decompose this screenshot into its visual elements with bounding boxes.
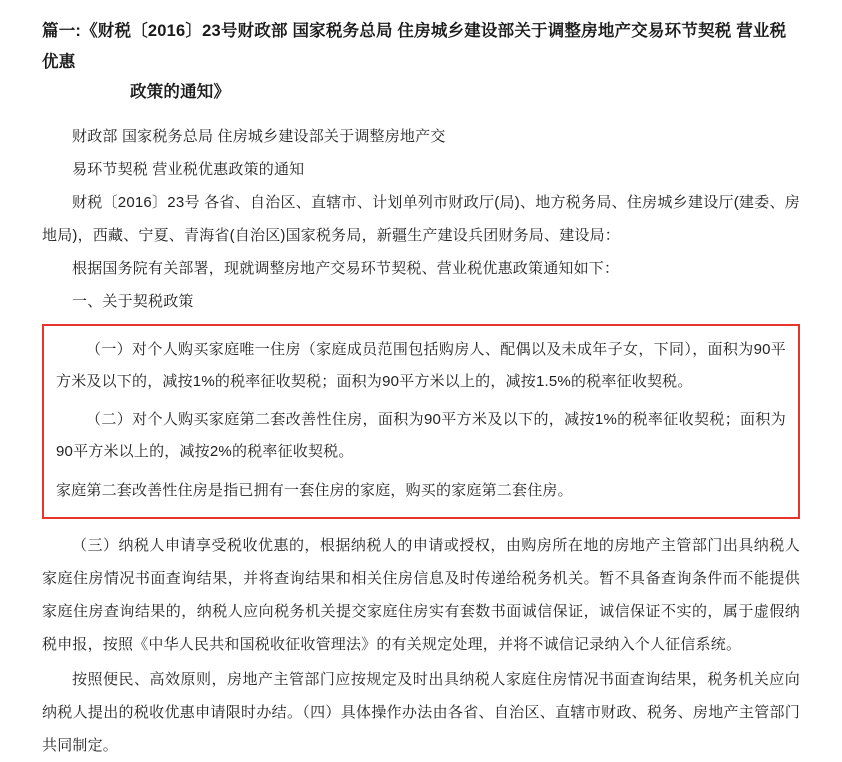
paragraph-clause-three: （三）纳税人申请享受税收优惠的，根据纳税人的申请或授权，由购房所在地的房地产主管部门出具纳税人家庭住房情况书面查询结果，并将查询结果和相关住房信息及时传递给税务机关。暂不具备查询条件而不能提供家庭住房查询结果的，纳税人应向税务机关提交家庭住房实有套数书面诚信保证，诚信保证不实的，属于虚假纳税申报，按照《中华人民共和国税收征收管理法》的有关规定处理，并将不诚信记录纳入个人征信系统。 (42, 536, 800, 653)
remaining-paragraphs (42, 529, 800, 762)
title-body-spacer (42, 108, 800, 120)
document-title (28, 10, 814, 108)
paragraph-clause-four: 按照便民、高效原则，房地产主管部门应按规定及时出具纳税人家庭住房情况书面查询结果，税务机关应向纳税人提出的税收优惠申请限时办结。（四）具体操作办法由各省、自治区、直辖市财政、税务、房地产主管部门共同制定。 (42, 670, 800, 754)
paragraph-clause-one: （一）对个人购买家庭唯一住房（家庭成员范围包括购房人、配偶以及未成年子女，下同），面积为90平方米及以下的，减按1%的税率征收契税；面积为90平方米以上的，减按1.5%的税率征收契税。 (56, 340, 786, 390)
document-title-line1: 篇一:《财税〔2016〕23号财政部 国家税务总局 住房城乡建设部关于调整房地产交易环节契税 营业税优惠 (42, 22, 787, 71)
document-body (28, 108, 814, 762)
paragraph-heading-line2: 易环节契税 营业税优惠政策的通知 (72, 160, 305, 178)
paragraph-section-one-title: 一、关于契税政策 (72, 292, 194, 310)
paragraph-clause-definition: 家庭第二套改善性住房是指已拥有一套住房的家庭，购买的家庭第二套住房。 (56, 481, 573, 499)
paragraph-doc-number: 财税〔2016〕23号 各省、自治区、直辖市、计划单列市财政厅(局)、地方税务局、住房城乡建设厅(建委、房地局)，西藏、宁夏、青海省(自治区)国家税务局，新疆生产建设兵团财务局、建设局： (42, 193, 800, 244)
document-title-line2: 政策的通知》 (130, 83, 231, 102)
paragraph-preamble: 根据国务院有关部署，现就调整房地产交易环节契税、营业税优惠政策通知如下： (72, 259, 620, 277)
paragraph-heading-line1: 财政部 国家税务总局 住房城乡建设部关于调整房地产交 (72, 127, 446, 145)
paragraph-clause-two: （二）对个人购买家庭第二套改善性住房，面积为90平方米及以下的，减按1%的税率征收契税；面积为90平方米以上的，减按2%的税率征收契税。 (56, 411, 786, 461)
highlighted-policy-box (42, 324, 800, 519)
